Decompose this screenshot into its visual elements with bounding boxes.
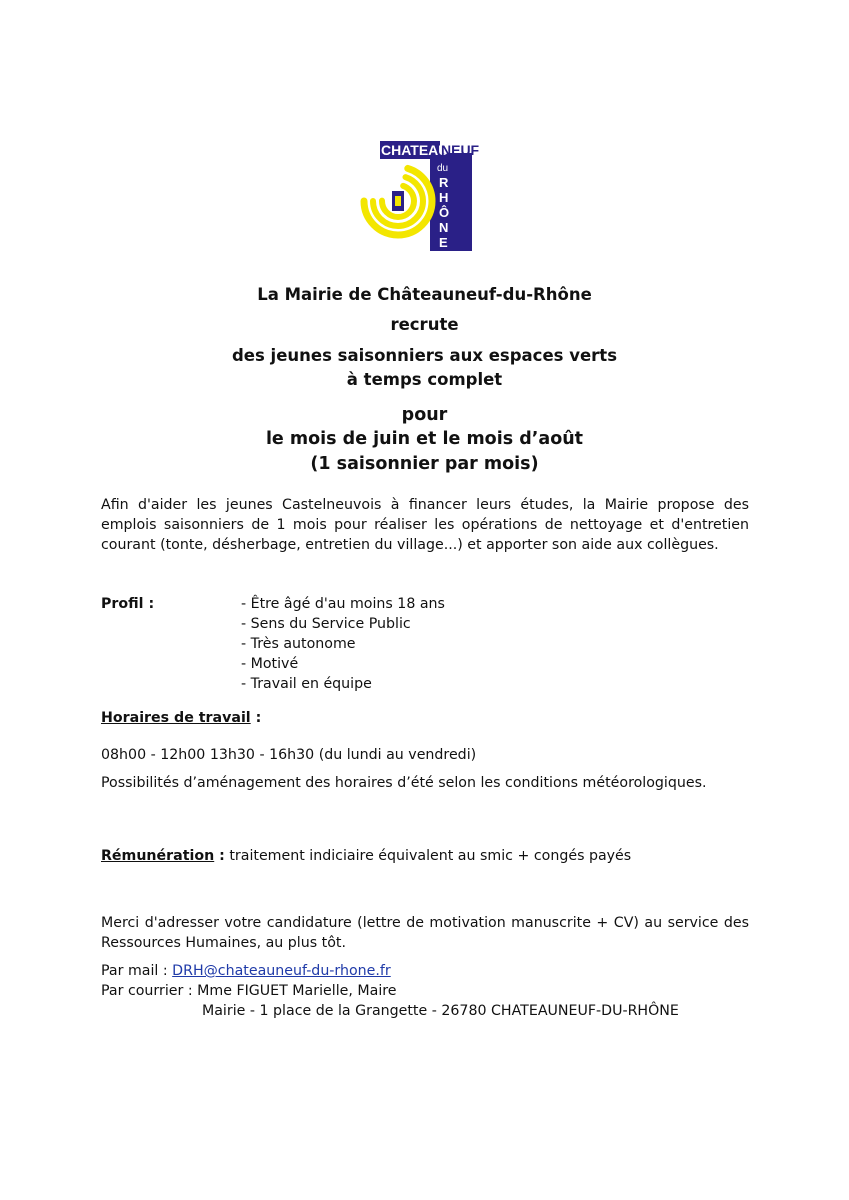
logo-text-e: E	[439, 235, 448, 250]
profil-label: Profil :	[101, 596, 155, 612]
logo-text-o: Ô	[439, 205, 450, 220]
profil-item: - Être âgé d'au moins 18 ans	[241, 596, 445, 612]
horaires-hours: 08h00 - 12h00 13h30 - 16h30 (du lundi au vendredi)	[101, 747, 477, 763]
contact-mail-line	[101, 961, 391, 981]
remuneration-label: Rémunération	[101, 848, 215, 864]
header-line-mairie: La Mairie de Châteauneuf-du-Rhône	[257, 285, 592, 304]
logo-text-chateau: CHATEAU	[381, 142, 449, 158]
intro-paragraph: Afin d'aider les jeunes Castelneuvois à financer leurs études, la Mairie propose des emplois saisonniers de 1 mois pour réaliser les opérations de nettoyage et d'entretien courant (tonte, désherbage, entretien du village...) et apporter son aide aux collègues.	[101, 497, 749, 553]
contact-courrier: Par courrier : Mme FIGUET Marielle, Maire	[101, 983, 397, 999]
logo-text-du: du	[437, 163, 449, 174]
header-line-pour: pour	[401, 405, 448, 425]
header-line-mois: le mois de juin et le mois d’août	[265, 429, 584, 449]
logo	[352, 139, 502, 251]
logo-text-n: N	[439, 220, 449, 235]
chateauneuf-du-rhone-logo	[352, 139, 502, 251]
profil-list	[241, 594, 445, 694]
remuneration-line	[101, 846, 631, 866]
horaires-colon: :	[250, 710, 262, 726]
contact-mail-prefix: Par mail :	[101, 963, 173, 979]
horaires-heading	[101, 708, 261, 728]
profil-item: - Motivé	[241, 656, 299, 672]
header-line-saisonnier: (1 saisonnier par mois)	[310, 454, 539, 474]
profil-item: - Sens du Service Public	[241, 616, 411, 632]
header-line-recrute: recrute	[390, 315, 459, 334]
profil-item: - Très autonome	[241, 636, 356, 652]
contact-mail-link[interactable]: DRH@chateauneuf-du-rhone.fr	[172, 963, 391, 979]
remuneration-text: traitement indiciaire équivalent au smic + congés payés	[224, 848, 632, 864]
horaires-label: Horaires de travail	[101, 710, 251, 726]
horaires-note: Possibilités d’aménagement des horaires d’été selon les conditions météorologiques.	[101, 775, 707, 791]
profil-item: - Travail en équipe	[241, 676, 372, 692]
logo-text-neuf: NEUF	[441, 142, 480, 158]
remuneration-colon: :	[214, 848, 225, 864]
header-line-jeunes: des jeunes saisonniers aux espaces verts	[231, 346, 618, 365]
contact-adresse: Mairie - 1 place de la Grangette - 26780 CHATEAUNEUF-DU-RHÔNE	[202, 1003, 679, 1019]
logo-text-h: H	[439, 190, 449, 205]
contact-merci: Merci d'adresser votre candidature (lettre de motivation manuscrite + CV) au service des Ressources Humaines, au plus tôt.	[101, 915, 749, 951]
logo-tower-window	[395, 196, 401, 206]
header-line-temps: à temps complet	[346, 370, 503, 389]
logo-text-r: R	[439, 175, 449, 190]
